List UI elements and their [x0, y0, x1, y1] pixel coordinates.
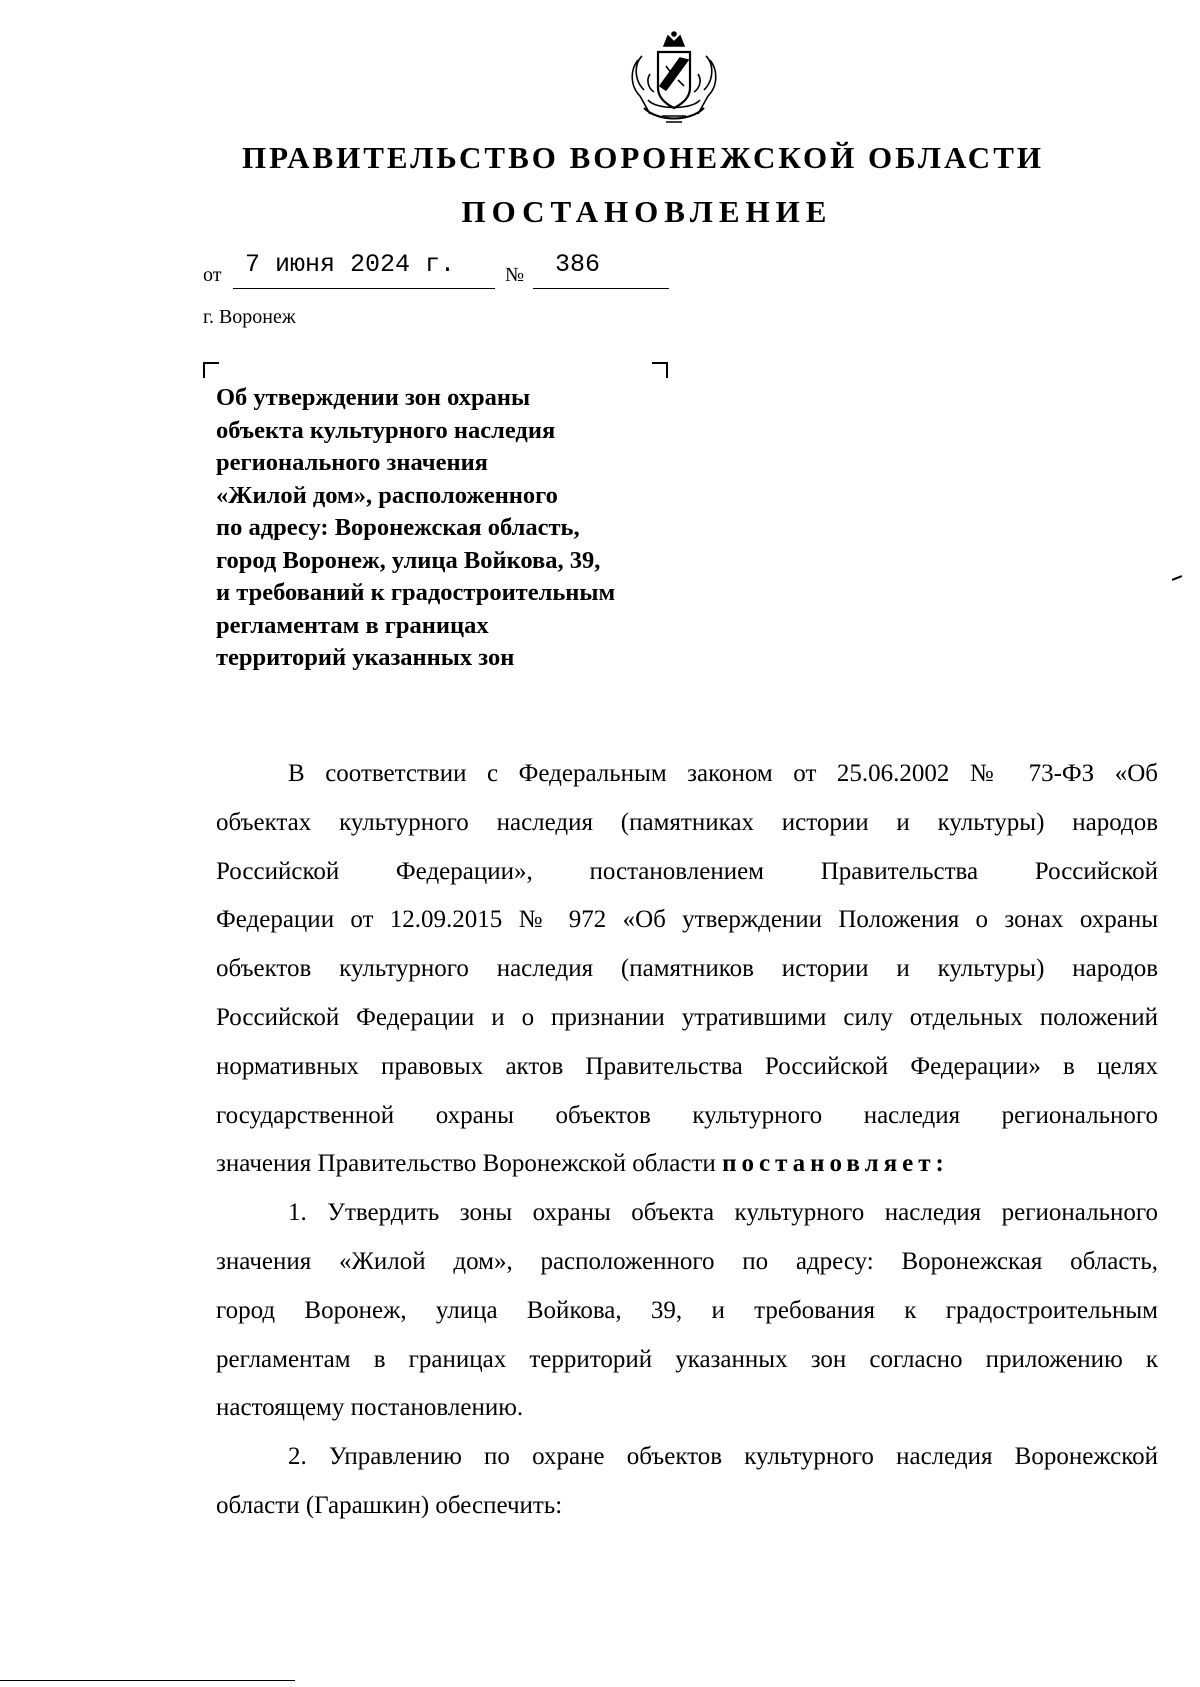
subject-line: Об утверждении зон охраны [216, 384, 531, 411]
body-line: В соответствии с Федеральным законом от 25.06.2002 № 73-ФЗ «Об [288, 760, 1158, 787]
body-line-resolution [216, 1140, 1158, 1189]
item-1-line: 1. Утвердить зоны охраны объекта культурного наследия регионального [288, 1199, 1158, 1227]
body-line-text: значения Правительство Воронежской области [216, 1150, 716, 1178]
body-line: государственной охраны объектов культурного наследия регионального [216, 1101, 1158, 1129]
subject-line: регламентам в границах [216, 611, 489, 639]
body-line: Федерации от 12.09.2015 № 972 «Об утверждении Положения о зонах охраны [216, 906, 1158, 934]
item-2-line-last: области (Гарашкин) обеспечить: [216, 1491, 563, 1519]
scan-mark [1172, 568, 1182, 574]
city-label: г. Воронеж [203, 306, 296, 328]
document-subject [216, 382, 696, 675]
body-line: объектах культурного наследия (памятниках истории и культуры) народов [216, 808, 1158, 836]
item-1-line: город Воронеж, улица Войкова, 39, и требования к градостроительным [216, 1296, 1158, 1324]
date-value: 7 июня 2024 г. [245, 250, 456, 279]
body-line: Российской Федерации», постановлением Правительства Российской [216, 857, 1158, 885]
date-underline [233, 288, 495, 289]
government-title: ПРАВИТЕЛЬСТВО ВОРОНЕЖСКОЙ ОБЛАСТИ [242, 140, 1044, 175]
date-prefix: от [203, 264, 222, 286]
date-number-row [203, 250, 673, 294]
number-value: 386 [555, 250, 601, 279]
subject-line: территорий указанных зон [216, 644, 515, 671]
subject-line: по адресу: Воронежская область, [216, 514, 580, 541]
footnote-rule [0, 1680, 295, 1681]
item-2-line: 2. Управлению по охране объектов культурного наследия Воронежской [288, 1443, 1158, 1471]
subject-line: и требований к градостроительным [216, 579, 616, 606]
subject-line: «Жилой дом», расположенного [216, 481, 558, 509]
subject-line: объекта культурного наследия [216, 416, 556, 444]
document-body [216, 750, 1158, 1531]
document-type-title: ПОСТАНОВЛЕНИЕ [461, 194, 833, 229]
coat-of-arms-emblem [620, 30, 728, 128]
subject-bracket-left [203, 362, 219, 378]
body-line: нормативных правовых актов Правительства Российской Федерации» в целях [216, 1052, 1158, 1080]
body-line: объектов культурного наследия (памятников истории и культуры) народов [216, 955, 1158, 983]
resolves-keyword: постановляет: [722, 1150, 949, 1178]
number-prefix: № [505, 264, 525, 286]
number-underline [533, 288, 669, 289]
subject-line: город Воронеж, улица Войкова, 39, [216, 546, 601, 574]
body-line: Российской Федерации и о признании утратившими силу отдельных положений [216, 1003, 1158, 1031]
item-1-line-last: настоящему постановлению. [216, 1394, 524, 1422]
subject-line: регионального значения [216, 449, 488, 476]
item-1-line: регламентам в границах территорий указанных зон согласно приложению к [216, 1345, 1158, 1373]
item-1-line: значения «Жилой дом», расположенного по адресу: Воронежская область, [216, 1247, 1158, 1275]
subject-bracket-right [652, 362, 668, 378]
